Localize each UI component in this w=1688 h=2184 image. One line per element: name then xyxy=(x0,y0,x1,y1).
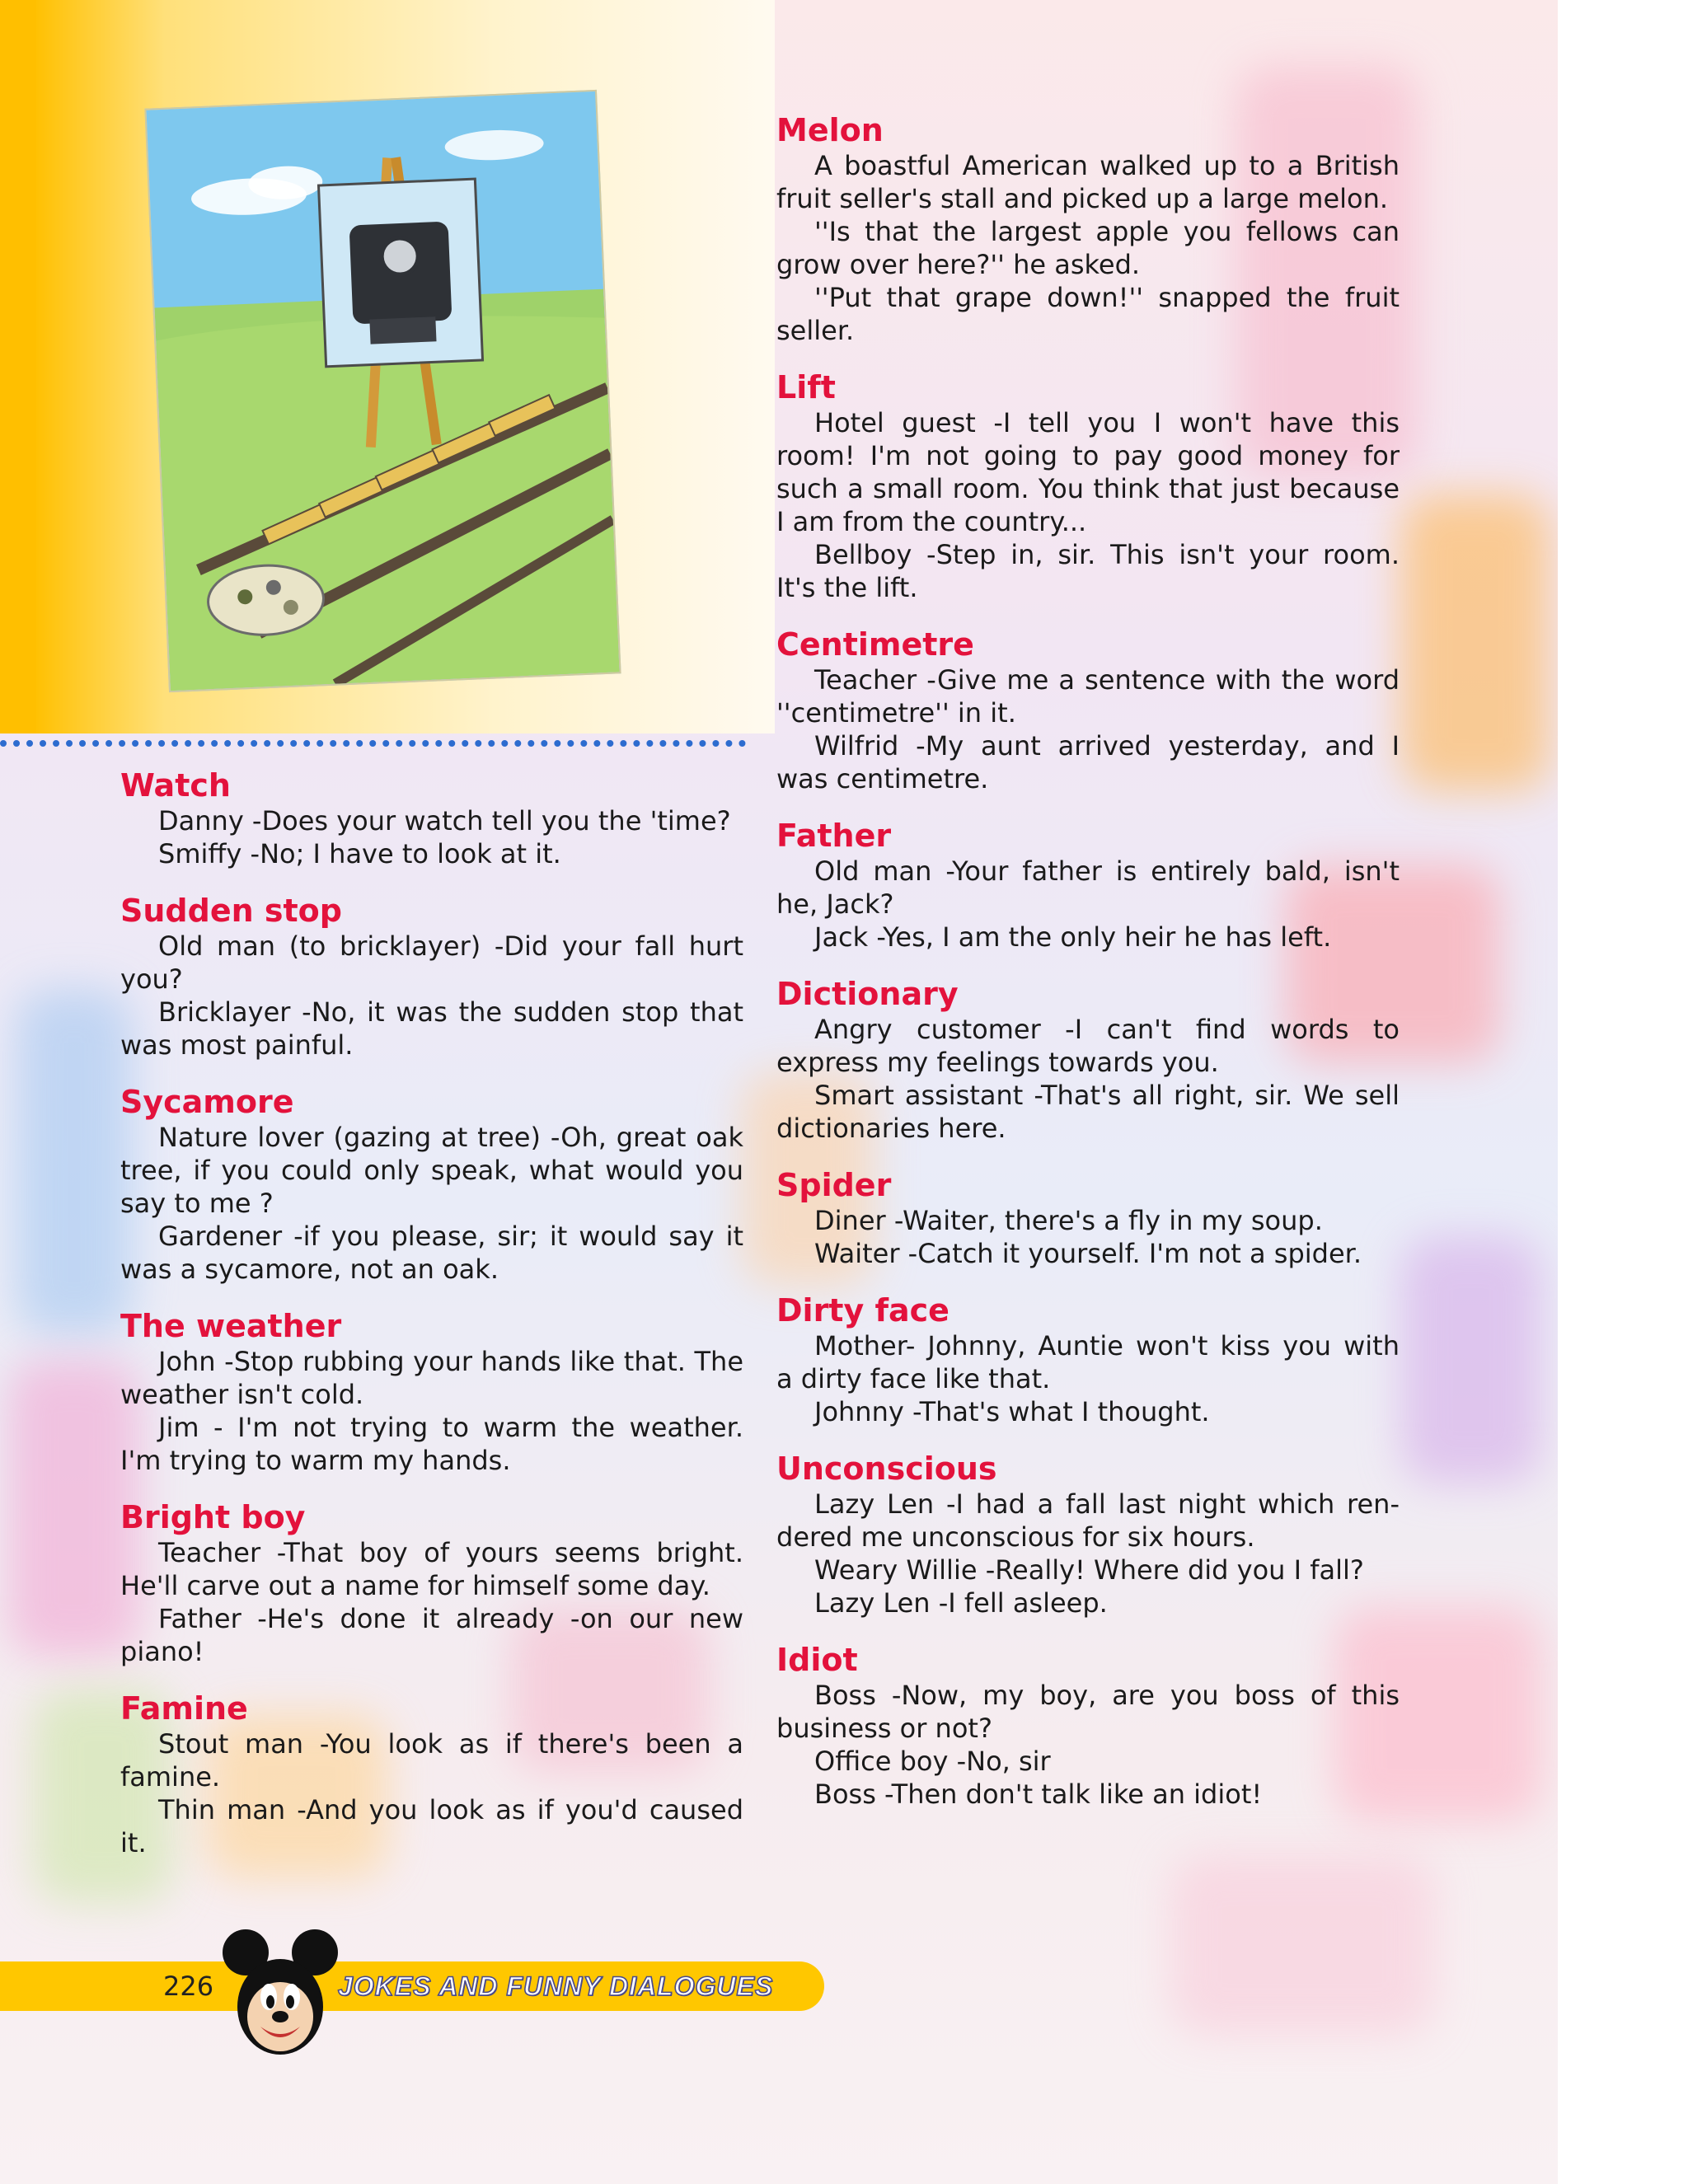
joke-block xyxy=(776,1166,1400,1270)
joke-title: Melon xyxy=(776,112,884,148)
joke-line: Boss -Now, my boy, are you boss of this business or not? xyxy=(776,1680,1400,1744)
joke-line: Stout man -You look as if there's been a famine. xyxy=(120,1728,743,1793)
joke-line: Angry customer -I can't find words to express my feelings towards you. xyxy=(776,1014,1400,1078)
joke-block xyxy=(776,817,1400,954)
joke-title: Dictionary xyxy=(776,976,959,1012)
joke-line: Teacher -That boy of yours seems bright. He'll carve out a name for himself some day. xyxy=(120,1537,743,1601)
cartoon-illustration xyxy=(144,90,621,692)
joke-block xyxy=(120,1690,743,1859)
joke-title: Unconscious xyxy=(776,1451,997,1487)
joke-line: Mother- Johnny, Auntie won't kiss you with a dirty face like that. xyxy=(776,1330,1400,1394)
book-title: JOKES AND FUNNY DIALOGUES xyxy=(338,1971,774,2001)
joke-line: Wilfrid -My aunt arrived yesterday, and I was centimetre. xyxy=(776,730,1400,794)
joke-line: Hotel guest -I tell you I won't have this room! I'm not going to pay good money for such a small room. You think that just because I am from the country... xyxy=(776,407,1400,537)
joke-line: Lazy Len -I had a fall last night which ren-dered me unconscious for six hours. xyxy=(776,1488,1400,1553)
yellow-side-bar xyxy=(0,0,36,733)
joke-line: A boastful American walked up to a British fruit seller's stall and picked up a large melon. xyxy=(776,150,1400,214)
joke-title: Sycamore xyxy=(120,1084,294,1120)
joke-line: Smart assistant -That's all right, sir. We sell dictionaries here. xyxy=(776,1080,1400,1144)
pastel-blob xyxy=(16,989,132,1335)
joke-title: Spider xyxy=(776,1167,892,1203)
pastel-blob xyxy=(1170,1854,1434,2036)
right-margin xyxy=(1558,0,1688,2184)
joke-line: ''Is that the largest apple you fellows can grow over here?'' he asked. xyxy=(776,216,1400,280)
joke-line: John -Stop rubbing your hands like that. The weather isn't cold. xyxy=(120,1346,743,1410)
joke-line: Teacher -Give me a sentence with the word ''centimetre'' in it. xyxy=(776,664,1400,729)
joke-line: ''Put that grape down!'' snapped the fruit seller. xyxy=(776,282,1400,346)
dotted-separator xyxy=(0,740,746,747)
joke-line: Old man (to bricklayer) -Did your fall hurt you? xyxy=(120,930,743,995)
joke-line: Diner -Waiter, there's a fly in my soup. xyxy=(814,1205,1323,1236)
joke-line: Jim - I'm not trying to warm the weather. I'm trying to warm my hands. xyxy=(120,1412,743,1476)
joke-block xyxy=(776,1291,1400,1428)
joke-line: Nature lover (gazing at tree) -Oh, great oak tree, if you could only speak, what would you say to me ? xyxy=(120,1122,743,1219)
mouse-mascot-icon xyxy=(223,1924,338,2064)
joke-block xyxy=(776,626,1400,795)
joke-block xyxy=(120,1307,743,1477)
joke-block xyxy=(776,1450,1400,1619)
joke-line: Johnny -That's what I thought. xyxy=(814,1396,1210,1427)
joke-block xyxy=(120,766,743,870)
left-column xyxy=(120,766,743,1881)
joke-line: Office boy -No, sir xyxy=(814,1746,1051,1777)
joke-line: Old man -Your father is entirely bald, isn't he, Jack? xyxy=(776,855,1400,920)
joke-line: Weary Willie -Really! Where did you I fall? xyxy=(814,1554,1364,1586)
joke-title: Lift xyxy=(776,369,836,405)
right-column xyxy=(776,111,1400,1832)
joke-title: Watch xyxy=(120,767,231,804)
joke-block xyxy=(120,892,743,1062)
joke-line: Thin man -And you look as if you'd caused it. xyxy=(120,1794,743,1858)
joke-line: Bricklayer -No, it was the sudden stop that was most painful. xyxy=(120,996,743,1061)
joke-title: Famine xyxy=(120,1690,248,1727)
train-painting-cartoon xyxy=(146,91,619,691)
joke-block xyxy=(120,1083,743,1286)
joke-line: Lazy Len -I fell asleep. xyxy=(814,1587,1108,1619)
joke-title: The weather xyxy=(120,1308,342,1344)
joke-block xyxy=(776,111,1400,347)
page-number: 226 xyxy=(163,1971,214,2002)
joke-title: Idiot xyxy=(776,1642,858,1678)
joke-block xyxy=(776,368,1400,604)
joke-line: Smiffy -No; I have to look at it. xyxy=(158,838,561,869)
joke-block xyxy=(120,1498,743,1668)
joke-line: Boss -Then don't talk like an idiot! xyxy=(814,1779,1263,1810)
joke-block xyxy=(776,975,1400,1145)
pastel-blob xyxy=(1401,1236,1541,1483)
joke-title: Sudden stop xyxy=(120,893,342,929)
joke-line: Danny -Does your watch tell you the 'time? xyxy=(158,805,731,837)
joke-title: Bright boy xyxy=(120,1499,306,1535)
joke-title: Dirty face xyxy=(776,1292,950,1329)
joke-line: Gardener -if you please, sir; it would say it was a sycamore, not an oak. xyxy=(120,1221,743,1285)
joke-title: Father xyxy=(776,818,892,854)
joke-title: Centimetre xyxy=(776,626,974,663)
joke-line: Waiter -Catch it yourself. I'm not a spider. xyxy=(814,1238,1362,1269)
joke-block xyxy=(776,1641,1400,1811)
joke-line: Father -He's done it already -on our new piano! xyxy=(120,1603,743,1667)
joke-line: Bellboy -Step in, sir. This isn't your room. It's the lift. xyxy=(776,539,1400,603)
pastel-blob xyxy=(1401,494,1550,791)
joke-line: Jack -Yes, I am the only heir he has left. xyxy=(814,921,1332,953)
